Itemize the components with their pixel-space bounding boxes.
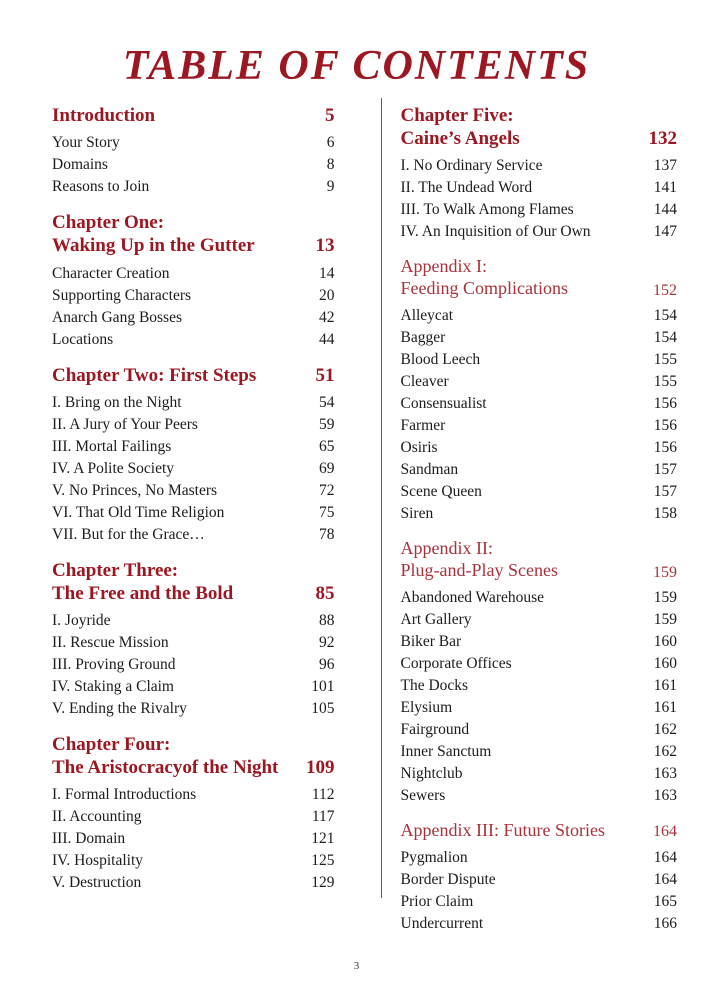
toc-entry-label: Scene Queen bbox=[400, 483, 482, 501]
toc-entry-page: 141 bbox=[653, 179, 677, 197]
toc-section bbox=[52, 211, 335, 350]
toc-entry[interactable] bbox=[401, 869, 678, 891]
toc-entry-page: 157 bbox=[653, 483, 677, 501]
toc-entry-label: Character Creation bbox=[52, 264, 170, 282]
toc-entry-page: 129 bbox=[311, 874, 335, 892]
toc-entry-label: III. Proving Ground bbox=[52, 656, 176, 674]
toc-entry[interactable] bbox=[401, 199, 678, 221]
toc-entry-page: 156 bbox=[653, 395, 677, 413]
toc-entry-label: I. Joyride bbox=[52, 612, 111, 630]
toc-section-heading[interactable] bbox=[401, 820, 678, 842]
toc-entry-page: 163 bbox=[653, 765, 677, 783]
toc-entry-page: 157 bbox=[653, 461, 677, 479]
toc-entry[interactable] bbox=[52, 806, 335, 828]
toc-entry[interactable] bbox=[401, 459, 678, 481]
toc-entry-page: 162 bbox=[653, 721, 677, 739]
toc-entry-page: 9 bbox=[326, 178, 335, 196]
toc-section-heading[interactable] bbox=[52, 559, 335, 605]
toc-section-heading-label: Appendix III: Future Stories bbox=[400, 820, 605, 841]
toc-entry[interactable] bbox=[401, 415, 678, 437]
toc-entry[interactable] bbox=[52, 872, 335, 894]
toc-section-heading-label: Chapter One: Waking Up in the Gutter bbox=[52, 212, 255, 257]
toc-section-heading-page: 51 bbox=[315, 364, 335, 386]
toc-entry-label: Consensualist bbox=[400, 395, 487, 413]
toc-entry-page: 14 bbox=[319, 264, 335, 282]
toc-entry-label: IV. An Inquisition of Our Own bbox=[400, 223, 591, 241]
toc-entry[interactable] bbox=[52, 263, 335, 285]
toc-entry-label: Fairground bbox=[400, 721, 470, 739]
toc-entry[interactable] bbox=[52, 392, 335, 414]
toc-entry-label: Anarch Gang Bosses bbox=[52, 308, 183, 326]
toc-entry-page: 6 bbox=[326, 134, 335, 152]
toc-section-heading-page: 132 bbox=[648, 128, 677, 150]
toc-section bbox=[401, 104, 678, 243]
toc-entry-label: II. Rescue Mission bbox=[52, 634, 169, 652]
toc-entry-label: II. The Undead Word bbox=[400, 179, 533, 197]
toc-entry[interactable] bbox=[401, 785, 678, 807]
toc-entry-page: 117 bbox=[311, 808, 335, 826]
toc-entry-page: 96 bbox=[319, 656, 335, 674]
toc-section bbox=[401, 538, 678, 807]
toc-entry[interactable] bbox=[52, 654, 335, 676]
page-title: TABLE OF CONTENTS bbox=[122, 43, 591, 89]
toc-entry-label: Your Story bbox=[52, 134, 120, 152]
toc-entry-label: Farmer bbox=[400, 417, 446, 435]
toc-section-heading-label-line2: Plug-and-Play Scenes bbox=[400, 560, 558, 581]
toc-section-heading-label-line2: Caine’s Angels bbox=[400, 128, 520, 150]
toc-entry[interactable] bbox=[401, 305, 678, 327]
toc-entry-page: 165 bbox=[653, 893, 677, 911]
toc-entry[interactable] bbox=[401, 177, 678, 199]
toc-entry-page: 147 bbox=[653, 223, 677, 241]
toc-entry-label: I. Formal Introductions bbox=[52, 786, 197, 804]
toc-entry[interactable] bbox=[401, 847, 678, 869]
toc-entry[interactable] bbox=[401, 393, 678, 415]
toc-entry-label: V. Destruction bbox=[52, 874, 142, 892]
toc-entry[interactable] bbox=[52, 458, 335, 480]
toc-entry-page: 161 bbox=[653, 699, 677, 717]
toc-section-heading-label: Appendix II: Plug-and-Play Scenes bbox=[400, 538, 558, 581]
toc-entry-page: 156 bbox=[653, 439, 677, 457]
toc-entry-page: 163 bbox=[653, 787, 677, 805]
toc-entry-label: Pygmalion bbox=[400, 849, 468, 867]
toc-entry-label: Nightclub bbox=[400, 765, 463, 783]
toc-section-heading-page: 5 bbox=[325, 105, 335, 126]
toc-entry[interactable] bbox=[401, 719, 678, 741]
toc-section-heading-label-line2: The Aristocracyof the Night bbox=[52, 757, 279, 779]
toc-section-heading-page: 13 bbox=[315, 235, 335, 257]
toc-entry-label: IV. Staking a Claim bbox=[52, 678, 174, 696]
toc-entry[interactable] bbox=[52, 132, 335, 154]
toc-entry-page: 159 bbox=[653, 611, 677, 629]
toc-section-heading-label: Chapter Two: First Steps bbox=[52, 364, 257, 386]
toc-section-heading-page: 159 bbox=[653, 563, 677, 581]
toc-entry[interactable] bbox=[52, 436, 335, 458]
toc-section bbox=[401, 820, 678, 935]
toc-section-heading[interactable] bbox=[52, 211, 335, 257]
toc-section-heading-label: Introduction bbox=[52, 105, 156, 126]
toc-section-heading-label-line2: The Free and the Bold bbox=[52, 582, 234, 604]
toc-entry[interactable] bbox=[52, 676, 335, 698]
toc-entry-label: Sandman bbox=[400, 461, 459, 479]
toc-entry[interactable] bbox=[401, 221, 678, 243]
toc-section-heading[interactable] bbox=[401, 538, 678, 582]
toc-entry-label: Border Dispute bbox=[400, 871, 496, 889]
toc-entry-label: V. Ending the Rivalry bbox=[52, 700, 187, 718]
toc-section-heading[interactable] bbox=[52, 364, 335, 387]
toc-entry[interactable] bbox=[401, 481, 678, 503]
toc-entry[interactable] bbox=[52, 524, 335, 546]
toc-entry-page: 154 bbox=[653, 329, 677, 347]
toc-entry[interactable] bbox=[52, 480, 335, 502]
toc-entry-page: 65 bbox=[319, 437, 335, 455]
toc-entry-page: 137 bbox=[653, 157, 677, 175]
toc-section bbox=[52, 559, 335, 720]
toc-entry-page: 161 bbox=[653, 677, 677, 695]
toc-section-heading[interactable] bbox=[401, 104, 678, 150]
toc-entry-page: 20 bbox=[319, 286, 335, 304]
toc-entry-page: 154 bbox=[653, 307, 677, 325]
toc-section bbox=[52, 104, 335, 198]
toc-entry[interactable] bbox=[401, 371, 678, 393]
toc-entry-page: 88 bbox=[319, 612, 335, 630]
toc-entry-label: IV. A Polite Society bbox=[52, 459, 175, 477]
toc-entry[interactable] bbox=[401, 327, 678, 349]
toc-entry[interactable] bbox=[401, 763, 678, 785]
toc-entry-page: 92 bbox=[319, 634, 335, 652]
toc-entry-page: 144 bbox=[653, 201, 677, 219]
toc-entry-page: 155 bbox=[653, 351, 677, 369]
toc-entry[interactable] bbox=[52, 828, 335, 850]
toc-entry[interactable] bbox=[52, 307, 335, 329]
toc-entry-page: 156 bbox=[653, 417, 677, 435]
toc-columns bbox=[0, 104, 713, 948]
toc-entry-label: IV. Hospitality bbox=[52, 852, 143, 870]
toc-section-heading-label-line2: Feeding Complications bbox=[400, 278, 568, 299]
toc-entry-label: Cleaver bbox=[400, 373, 449, 391]
toc-section-heading-page: 85 bbox=[315, 582, 335, 604]
toc-entry-page: 166 bbox=[653, 915, 677, 933]
toc-entry[interactable] bbox=[52, 610, 335, 632]
toc-entry[interactable] bbox=[52, 850, 335, 872]
toc-entry-label: Corporate Offices bbox=[400, 655, 512, 673]
toc-section-heading-page: 109 bbox=[306, 757, 335, 779]
toc-entry-label: III. Mortal Failings bbox=[52, 437, 172, 455]
toc-entry[interactable] bbox=[52, 632, 335, 654]
toc-entry[interactable] bbox=[401, 653, 678, 675]
toc-entry-page: 160 bbox=[653, 655, 677, 673]
toc-left-column bbox=[52, 104, 365, 907]
toc-entry[interactable] bbox=[401, 697, 678, 719]
toc-entry[interactable] bbox=[52, 502, 335, 524]
toc-entry-label: Domains bbox=[52, 156, 108, 174]
toc-entry[interactable] bbox=[52, 784, 335, 806]
toc-entry[interactable] bbox=[52, 414, 335, 436]
toc-entry-label: VI. That Old Time Religion bbox=[52, 503, 225, 521]
toc-entry-page: 164 bbox=[653, 849, 677, 867]
toc-entry[interactable] bbox=[401, 891, 678, 913]
toc-entry-page: 59 bbox=[319, 415, 335, 433]
toc-entry-label: Biker Bar bbox=[400, 633, 462, 651]
toc-entry[interactable] bbox=[52, 154, 335, 176]
toc-right-column bbox=[365, 104, 678, 948]
toc-entry[interactable] bbox=[401, 741, 678, 763]
toc-entry-page: 44 bbox=[319, 330, 335, 348]
toc-entry-label: The Docks bbox=[400, 677, 469, 695]
toc-section-heading[interactable] bbox=[52, 104, 335, 127]
toc-entry-label: Undercurrent bbox=[400, 915, 484, 933]
toc-entry-page: 160 bbox=[653, 633, 677, 651]
toc-entry-page: 72 bbox=[319, 481, 335, 499]
toc-section-heading-page: 164 bbox=[653, 823, 677, 841]
toc-entry-page: 112 bbox=[311, 786, 335, 804]
toc-entry-label: II. Accounting bbox=[52, 808, 142, 826]
toc-section-heading-label: Chapter Five: Caine’s Angels bbox=[400, 105, 520, 150]
toc-entry-page: 105 bbox=[311, 700, 335, 718]
toc-entry[interactable] bbox=[52, 698, 335, 720]
toc-entry[interactable] bbox=[401, 155, 678, 177]
toc-entry-page: 155 bbox=[653, 373, 677, 391]
toc-entry-label: Locations bbox=[52, 330, 114, 348]
toc-entry-label: Bagger bbox=[400, 329, 446, 347]
toc-entry[interactable] bbox=[401, 437, 678, 459]
toc-entry-label: III. To Walk Among Flames bbox=[400, 201, 574, 219]
toc-section-heading-label: Chapter Three: The Free and the Bold bbox=[52, 559, 234, 604]
toc-section-heading[interactable] bbox=[52, 733, 335, 779]
toc-entry-label: Inner Sanctum bbox=[400, 743, 492, 761]
toc-entry[interactable] bbox=[52, 176, 335, 198]
toc-entry-page: 162 bbox=[653, 743, 677, 761]
toc-entry-label: Prior Claim bbox=[400, 893, 474, 911]
toc-section-heading-label-line2: Waking Up in the Gutter bbox=[52, 235, 255, 257]
toc-entry-label: Supporting Characters bbox=[52, 286, 192, 304]
toc-entry[interactable] bbox=[52, 285, 335, 307]
toc-entry-page: 54 bbox=[319, 393, 335, 411]
toc-section-heading[interactable] bbox=[401, 256, 678, 300]
toc-entry-page: 158 bbox=[653, 505, 677, 523]
toc-entry-page: 75 bbox=[319, 503, 335, 521]
toc-entry-label: Art Gallery bbox=[400, 611, 472, 629]
toc-entry-page: 159 bbox=[653, 589, 677, 607]
toc-entry-page: 8 bbox=[326, 156, 335, 174]
toc-entry-label: Sewers bbox=[400, 787, 446, 805]
toc-entry[interactable] bbox=[401, 587, 678, 609]
toc-entry-page: 69 bbox=[319, 459, 335, 477]
toc-entry-label: V. No Princes, No Masters bbox=[52, 481, 218, 499]
toc-entry[interactable] bbox=[401, 503, 678, 525]
toc-entry-label: Elysium bbox=[400, 699, 453, 717]
toc-entry-label: III. Domain bbox=[52, 830, 126, 848]
toc-entry-label: Abandoned Warehouse bbox=[400, 589, 545, 607]
toc-entry-page: 42 bbox=[319, 308, 335, 326]
toc-section bbox=[401, 256, 678, 525]
toc-entry-page: 101 bbox=[311, 678, 335, 696]
toc-entry-page: 78 bbox=[319, 525, 335, 543]
toc-entry-label: Osiris bbox=[400, 439, 438, 457]
toc-section-heading-page: 152 bbox=[653, 281, 677, 299]
toc-section bbox=[52, 733, 335, 894]
toc-entry-page: 164 bbox=[653, 871, 677, 889]
toc-entry-page: 121 bbox=[311, 830, 335, 848]
toc-section-heading-label: Chapter Four: The Aristocracyof the Night bbox=[52, 734, 279, 779]
toc-entry-label: Reasons to Join bbox=[52, 178, 150, 196]
toc-entry-label: Alleycat bbox=[400, 307, 454, 325]
toc-entry[interactable] bbox=[401, 631, 678, 653]
toc-entry-label: II. A Jury of Your Peers bbox=[52, 415, 198, 433]
toc-entry-label: Blood Leech bbox=[400, 351, 481, 369]
toc-entry[interactable] bbox=[401, 913, 678, 935]
toc-entry-label: I. Bring on the Night bbox=[52, 393, 182, 411]
toc-entry[interactable] bbox=[401, 609, 678, 631]
toc-entry[interactable] bbox=[52, 329, 335, 351]
toc-entry-label: I. No Ordinary Service bbox=[400, 157, 543, 175]
toc-section-heading-label: Appendix I: Feeding Complications bbox=[400, 256, 568, 299]
toc-entry[interactable] bbox=[401, 349, 678, 371]
toc-entry-label: Siren bbox=[400, 505, 434, 523]
folio-page-number: 3 bbox=[353, 960, 360, 972]
toc-entry-page: 125 bbox=[311, 852, 335, 870]
toc-entry-label: VII. But for the Grace… bbox=[52, 525, 205, 543]
toc-section bbox=[52, 364, 335, 546]
toc-entry[interactable] bbox=[401, 675, 678, 697]
